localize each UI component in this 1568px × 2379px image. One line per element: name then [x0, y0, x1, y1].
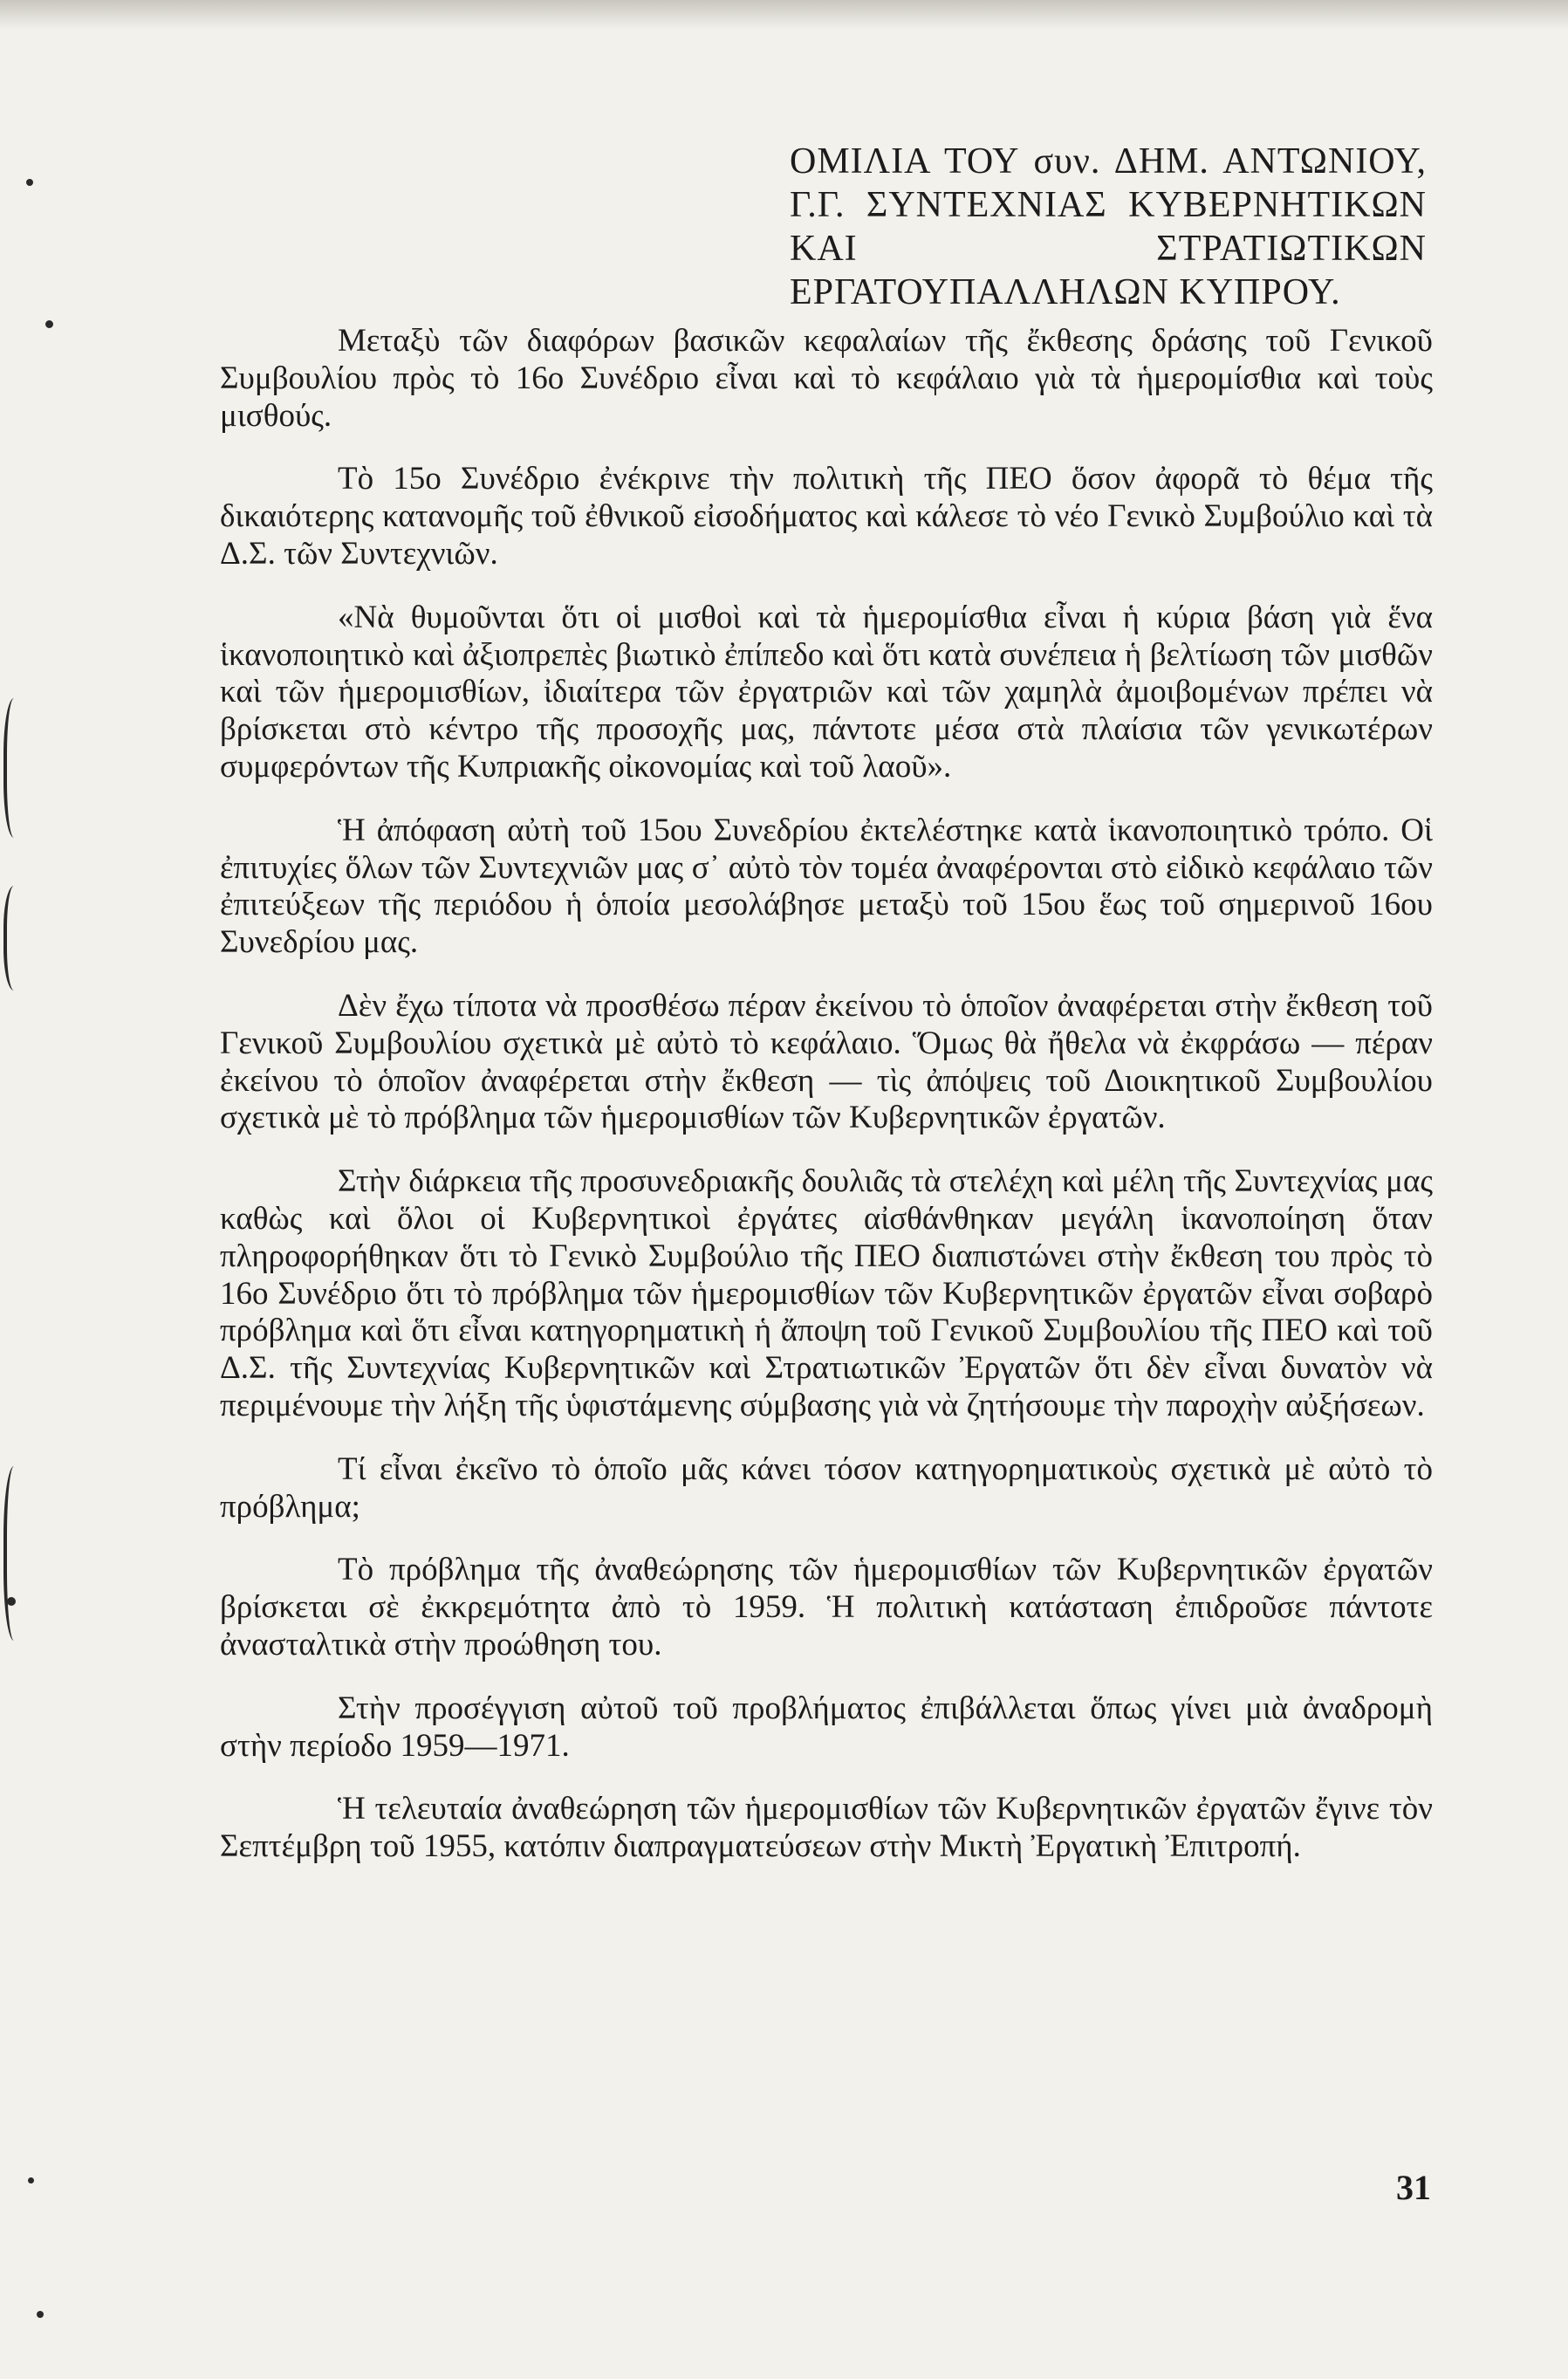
paragraph: Ἡ ἀπόφαση αὐτὴ τοῦ 15ου Συνεδρίου ἐκτελέστηκε κατὰ ἱκανοποιητικὸ τρόπο. Οἱ ἐπιτυχίες ὅλων τῶν Συντεχνιῶν μας σ᾽ αὐτὸ τὸν τομέα ἀναφέρονται στὸ εἰδικὸ κεφάλαιο τῶν ἐπιτεύξεων τῆς περιόδου ἡ ὁποία μεσολάβησε μεταξὺ τοῦ 15ου ἕως τοῦ σημερινοῦ 16ου Συνεδρίου μας.	[220, 812, 1433, 961]
page-number: 31	[1396, 2168, 1431, 2207]
scan-top-edge	[0, 0, 1568, 30]
paragraph: Ἡ τελευταία ἀναθεώρηση τῶν ἡμερομισθίων τῶν Κυβερνητικῶν ἐργατῶν ἔγινε τὸν Σεπτέμβρη τοῦ 1955, κατόπιν διαπραγματεύσεων στὴν Μικτὴ Ἐργατικὴ Ἐπιτροπή.	[220, 1791, 1433, 1865]
paragraph: Δὲν ἔχω τίποτα νὰ προσθέσω πέραν ἐκείνου τὸ ὁποῖον ἀναφέρεται στὴν ἔκθεση τοῦ Γενικοῦ Συμβουλίου σχετικὰ μὲ αὐτὸ τὸ κεφάλαιο. Ὅμως θὰ ἤθελα νὰ ἐκφράσω — πέραν ἐκείνου τὸ ὁποῖον ἀναφέρεται στὴν ἔκθεση — τὶς ἀπόψεις τοῦ Διοικητικοῦ Συμβουλίου σχετικὰ μὲ τὸ πρόβλημα τῶν ἡμερομισθίων τῶν Κυβερνητικῶν ἐργατῶν.	[220, 987, 1433, 1136]
paragraph: Στὴν προσέγγιση αὐτοῦ τοῦ προβλήματος ἐπιβάλλεται ὅπως γίνει μιὰ ἀναδρομὴ στὴν περίοδο 1959—1971.	[220, 1690, 1433, 1764]
scan-speck	[37, 2311, 44, 2318]
paragraph: Τὸ πρόβλημα τῆς ἀναθεώρησης τῶν ἡμερομισθίων τῶν Κυβερνητικῶν ἐργατῶν βρίσκεται σὲ ἐκκρεμότητα ἀπὸ τὸ 1959. Ἡ πολιτικὴ κατάσταση ἐπιδροῦσε πάντοτε ἀνασταλτικὰ στὴν προώθηση του.	[220, 1552, 1433, 1663]
paragraph: Τὸ 15ο Συνέδριο ἐνέκρινε τὴν πολιτικὴ τῆς ΠΕΟ ὅσον ἀφορᾶ τὸ θέμα τῆς δικαιότερης κατανομῆς τοῦ ἐθνικοῦ εἰσοδήματος καὶ κάλεσε τὸ νέο Γενικὸ Συμβούλιο καὶ τὰ Δ.Σ. τῶν Συντεχνιῶν.	[220, 461, 1433, 572]
scan-binding-mark	[3, 886, 30, 991]
document-title: ΟΜΙΛΙΑ ΤΟΥ συν. ΔΗΜ. ΑΝΤΩΝΙΟΥ, Γ.Γ. ΣΥΝΤΕΧΝΙΑΣ ΚΥΒΕΡΝΗΤΙΚΩΝ ΚΑΙ ΣΤΡΑΤΙΩΤΙΚΩΝ ΕΡΓΑΤΟΥΠΑΛΛΗΛΩΝ ΚΥΠΡΟΥ.	[790, 141, 1427, 312]
scan-speck	[26, 179, 33, 186]
scan-binding-mark	[3, 698, 30, 838]
scan-binding-mark	[3, 1466, 30, 1641]
paragraph: Στὴν διάρκεια τῆς προσυνεδριακῆς δουλιᾶς τὰ στελέχη καὶ μέλη τῆς Συντεχνίας μας καθὼς καὶ ὅλοι οἱ Κυβερνητικοὶ ἐργάτες αἰσθάνθηκαν μεγάλη ἱκανοποίηση ὅταν πληροφορήθηκαν ὅτι τὸ Γενικὸ Συμβούλιο τῆς ΠΕΟ διαπιστώνει στὴν ἔκθεση του πρὸς τὸ 16ο Συνέδριο ὅτι τὸ πρόβλημα τῶν ἡμερομισθίων τῶν Κυβερνητικῶν ἐργατῶν εἶναι σοβαρὸ πρόβλημα καὶ ὅτι εἶναι κατηγορηματικὴ ἡ ἄποψη τοῦ Γενικοῦ Συμβουλίου τῆς ΠΕΟ καὶ τοῦ Δ.Σ. τῆς Συντεχνίας Κυβερνητικῶν καὶ Στρατιωτικῶν Ἐργατῶν ὅτι δὲν εἶναι δυνατὸν νὰ περιμένουμε τὴν λήξη τῆς ὑφιστάμενης σύμβασης γιὰ νὰ ζητήσουμε τὴν παροχὴν αὐξήσεων.	[220, 1163, 1433, 1423]
document-body	[220, 323, 1433, 1892]
paragraph: «Νὰ θυμοῦνται ὅτι οἱ μισθοὶ καὶ τὰ ἡμερομίσθια εἶναι ἡ κύρια βάση γιὰ ἕνα ἱκανοποιητικὸ καὶ ἀξιοπρεπὲς βιωτικὸ ἐπίπεδο καὶ ὅτι κατὰ συνέπεια ἡ βελτίωση τῶν μισθῶν καὶ τῶν ἡμερομισθίων, ἰδιαίτερα τῶν ἐργατριῶν καὶ τῶν χαμηλὰ ἀμοιβομένων πρέπει νὰ βρίσκεται στὸ κέντρο τῆς προσοχῆς μας, πάντοτε μέσα στὰ πλαίσια τῶν γενικωτέρων συμφερόντων τῆς Κυπριακῆς οἰκονομίας καὶ τοῦ λαοῦ».	[220, 599, 1433, 785]
paragraph: Μεταξὺ τῶν διαφόρων βασικῶν κεφαλαίων τῆς ἔκθεσης δράσης τοῦ Γενικοῦ Συμβουλίου πρὸς τὸ 16ο Συνέδριο εἶναι καὶ τὸ κεφάλαιο γιὰ τὰ ἡμερομίσθια καὶ τοὺς μισθούς.	[220, 323, 1433, 434]
scan-speck	[45, 320, 53, 328]
scan-speck	[28, 2177, 34, 2184]
paragraph: Τί εἶναι ἐκεῖνο τὸ ὁποῖο μᾶς κάνει τόσον κατηγορηματικοὺς σχετικὰ μὲ αὐτὸ τὸ πρόβλημα;	[220, 1450, 1433, 1525]
